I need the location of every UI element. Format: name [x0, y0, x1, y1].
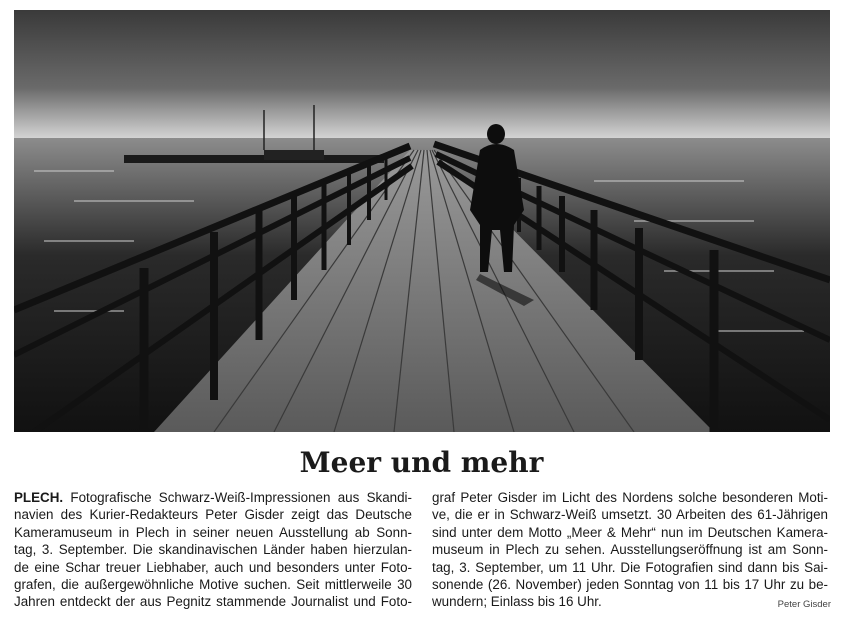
- photo-credit: Peter Gisder: [777, 599, 831, 610]
- article-line: grafen, die außergewöhnliche Motive suchen. Seit mittlerweile 30: [14, 577, 412, 593]
- article-line: navien des Kurier-Redakteurs Peter Gisder zeigt das Deutsche: [14, 507, 412, 523]
- article-line: PLECH. Fotografische Schwarz-Weiß-Impressionen aus Skandi-: [14, 490, 412, 505]
- dateline: PLECH.: [14, 490, 64, 505]
- article-line: Kameramuseum in Plech in seiner neuen Ausstellung ab Sonn-: [14, 524, 412, 540]
- article-line: de eine Schar treuer Liebhaber, auch und besonders unter Foto-: [14, 559, 412, 575]
- headline: Meer und mehr: [299, 446, 544, 479]
- article-line: tag, 3. September, um 11 Uhr. Die Fotografien sind dann bis Sai-: [432, 559, 828, 575]
- article-photo: [14, 10, 830, 432]
- article-line: sind unter dem Motto „Meer & Mehr“ nun im Deutschen Kamera-: [432, 524, 828, 540]
- article-line: Jahren entdeckt der aus Pegnitz stammende Journalist und Foto-: [14, 594, 412, 610]
- article-line: ve, die er in Schwarz-Weiß umsetzt. 30 Arbeiten des 61-Jährigen: [432, 507, 828, 523]
- pier-photo-image: [14, 10, 830, 432]
- article-line: sonende (26. November) jeden Sonntag von 11 bis 17 Uhr zu be-: [432, 577, 828, 593]
- article-line: tag, 3. September. Die skandinavischen Länder haben hierzulan-: [14, 542, 412, 558]
- article-line: graf Peter Gisder im Licht des Nordens solche besonderen Moti-: [432, 490, 828, 505]
- article-column-left: [14, 489, 412, 611]
- article-column-right: [432, 489, 828, 611]
- article-line: wundern; Einlass bis 16 Uhr.: [432, 594, 602, 610]
- article-line: museum in Plech zu sehen. Ausstellungseröffnung ist am Sonn-: [432, 542, 828, 558]
